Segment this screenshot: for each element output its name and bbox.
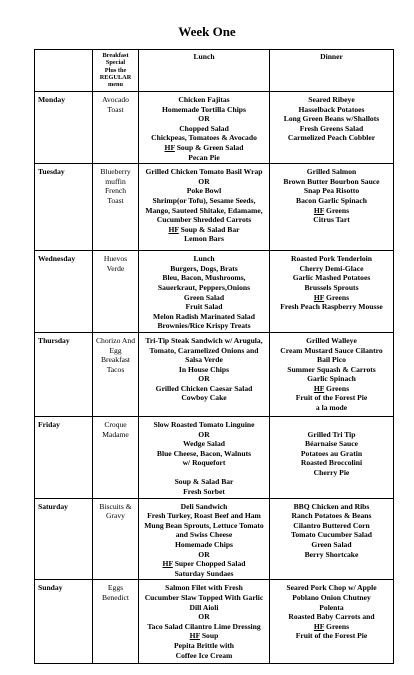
day-row-thursday (35, 332, 394, 416)
lunch-item: OR (198, 549, 210, 559)
dinner-item: Potatoes au Gratin (300, 448, 363, 458)
breakfast-item: Egg (109, 345, 122, 355)
lunch-item: OR (198, 374, 210, 384)
lunch-header: Lunch (139, 50, 270, 92)
lunch-item: HF Soup (189, 631, 219, 641)
lunch-cell (139, 498, 270, 580)
day-name: Saturday (35, 498, 93, 580)
breakfast-item: muffin (105, 176, 126, 186)
lunch-item: Homemade Chips (174, 540, 233, 550)
lunch-item (141, 468, 267, 478)
dinner-item: BBQ Chicken and Ribs (293, 501, 370, 511)
breakfast-item: Chorizo And (95, 335, 136, 345)
lunch-item: Chicken Fajitas (178, 95, 230, 104)
lunch-item: Sauerkraut, Peppers,Onions (157, 282, 251, 292)
breakfast-item: Madame (102, 429, 129, 439)
dinner-item: Fruit of the Forest Pie (295, 631, 368, 641)
lunch-cell (139, 580, 270, 664)
lunch-item: In House Chips (178, 364, 230, 374)
dinner-item: Seared Pork Chop w/ Apple (286, 583, 377, 593)
lunch-item: Fresh Turkey, Roast Beef and Ham (147, 511, 261, 521)
dinner-cell (270, 580, 394, 664)
breakfast-cell (93, 416, 139, 498)
breakfast-item: Gravy (106, 511, 125, 521)
dinner-item: HF Greens (313, 205, 350, 215)
breakfast-item: Blueberry (100, 167, 131, 177)
dinner-item: Garlic Mashed Potatoes (292, 273, 371, 283)
breakfast-cell (93, 580, 139, 664)
dinner-item (272, 420, 391, 430)
day-name: Sunday (35, 580, 93, 664)
dinner-item: HF Greens (313, 383, 350, 393)
dinner-item: Tomato Cucumber Salad (290, 530, 372, 540)
lunch-item: Soup & Salad Bar (174, 477, 234, 487)
dinner-item: Cream Mustard Sauce Cilantro (280, 345, 383, 355)
breakfast-item: Verde (106, 263, 125, 273)
dinner-item: Snap Pea Risotto (303, 186, 360, 196)
lunch-item: Chickpeas, Tomatoes & Avocado (151, 133, 257, 143)
lunch-item: Slow Roasted Tomato Linguine (153, 419, 255, 429)
lunch-item: OR (198, 114, 210, 124)
lunch-item: Homemade Tortilla Chips (162, 104, 246, 114)
dinner-item: Long Green Beans w/Shallots (283, 114, 380, 124)
dinner-item: Béarnaise Sauce (305, 439, 358, 449)
dinner-item: Polenta (319, 602, 344, 612)
dinner-item: Bacon Garlic Spinach (296, 195, 367, 205)
lunch-item: Coffee Ice Cream (175, 650, 233, 660)
lunch-item: OR (198, 176, 210, 186)
lunch-item: HF Soup & Green Salad (164, 142, 244, 152)
dinner-cell (270, 251, 394, 333)
lunch-item: Tri-Tip Steak Sandwich w/ Arugula, (145, 335, 263, 345)
lunch-cell (139, 332, 270, 416)
dinner-item: Roasted Pork Tenderloin (290, 254, 372, 264)
page-title: Week One (178, 24, 236, 39)
dinner-item: a la mode (315, 403, 348, 413)
lunch-item: w/ Roquefort (182, 458, 226, 468)
dinner-item: Brussels Sprouts (304, 282, 359, 292)
menu-body (35, 92, 394, 664)
lunch-item: Cowboy Cake (181, 393, 227, 403)
lunch-item: Poke Bowl (186, 186, 222, 196)
lunch-item: Burgers, Dogs, Brats (170, 263, 238, 273)
lunch-item: Cucumber Shredded Carrots (156, 215, 252, 225)
lunch-item: Lunch (193, 254, 215, 264)
menu-table (34, 49, 394, 664)
breakfast-cell (93, 251, 139, 333)
dinner-item: Grilled Salmon (306, 167, 357, 177)
dinner-item: Bail Pico (317, 355, 346, 365)
day-row-monday (35, 92, 394, 164)
dinner-item: Brown Butter Bourbon Sauce (283, 176, 380, 186)
breakfast-item: Biscuits & (99, 501, 132, 511)
dinner-cell (270, 416, 394, 498)
lunch-item: Cucumber Slaw Topped With Garlic (144, 593, 264, 602)
lunch-item: and Swiss Cheese (175, 530, 233, 540)
header-row (35, 50, 394, 92)
breakfast-item: Tacos (106, 364, 125, 374)
dinner-item: HF Greens (313, 621, 350, 631)
dinner-cell (270, 164, 394, 251)
lunch-item: Mango, Sauteed Shitake, Edamame, (145, 205, 263, 215)
lunch-item: Mung Bean Sprouts, Lettuce Tomato (144, 520, 264, 530)
lunch-item: OR (198, 612, 210, 622)
dinner-item: Cilantro Buttered Corn (293, 520, 370, 530)
lunch-item: Green Salad (183, 292, 225, 302)
lunch-item: Melon Radish Marinated Salad (153, 311, 255, 321)
day-name: Wednesday (35, 251, 93, 333)
breakfast-item: Huevos (103, 254, 128, 264)
dinner-item: Fresh Peach Raspberry Mousse (280, 302, 383, 312)
dinner-item: Grilled Walleye (306, 335, 357, 345)
day-row-saturday (35, 498, 394, 580)
breakfast-cell (93, 164, 139, 251)
lunch-item: Fruit Salad (185, 302, 223, 312)
day-name: Tuesday (35, 164, 93, 251)
lunch-cell (139, 251, 270, 333)
lunch-item: Grilled Chicken Caesar Salad (155, 383, 253, 393)
breakfast-cell (93, 332, 139, 416)
dinner-item: Carmelized Peach Cobbler (287, 133, 376, 143)
lunch-item: Taco Salad Cilantro Lime Dressing (147, 621, 261, 631)
dinner-item: Roasted Broccolini (300, 458, 363, 468)
dinner-item: Summer Squash & Carrots (287, 364, 376, 374)
breakfast-item: Croque (104, 419, 127, 429)
breakfast-item: French (104, 186, 127, 196)
lunch-item: Shrimp(or Tofu), Sesame Seeds, (152, 195, 256, 205)
day-name: Friday (35, 416, 93, 498)
dinner-item: Berry Shortcake (304, 549, 359, 559)
breakfast-item: Toast (107, 195, 124, 205)
dinner-item: Citrus Tart (313, 215, 350, 225)
day-row-wednesday (35, 251, 394, 333)
lunch-item: Grilled Chicken Tomato Basil Wrap (145, 167, 263, 177)
dinner-item: Green Salad (311, 540, 352, 550)
dinner-item: Hasselback Potatoes (298, 104, 365, 114)
lunch-item: Saturday Sundaes (174, 568, 234, 578)
dinner-item: Seared Ribeye (308, 95, 355, 104)
lunch-item: Pepita Brittle with (174, 640, 234, 650)
day-row-friday (35, 416, 394, 498)
dinner-item: Ranch Potatoes & Beans (291, 511, 372, 521)
dinner-item: Roasted Baby Carrots and (288, 612, 375, 622)
day-row-sunday (35, 580, 394, 664)
dinner-cell (270, 92, 394, 164)
lunch-item: Bleu, Bacon, Mushrooms, (162, 273, 246, 283)
dinner-cell (270, 498, 394, 580)
lunch-item: Pecan Pie (188, 152, 220, 162)
lunch-cell (139, 416, 270, 498)
lunch-cell (139, 92, 270, 164)
dinner-item: Fruit of the Forest Pie (295, 393, 368, 403)
lunch-item: HF Super Chopped Salad (162, 559, 246, 569)
breakfast-cell (93, 92, 139, 164)
dinner-item: Cherry Pie (313, 467, 350, 477)
dinner-item: Cherry Demi-Glace (299, 263, 364, 273)
day-row-tuesday (35, 164, 394, 251)
dinner-cell (270, 332, 394, 416)
breakfast-header: Breakfast Special Plus the REGULAR menu (93, 50, 139, 92)
breakfast-item: Benedict (102, 593, 129, 602)
breakfast-item: Eggs (107, 583, 124, 593)
dinner-item: Fresh Greens Salad (299, 123, 364, 133)
breakfast-item: Breakfast (100, 355, 131, 365)
lunch-item: Deli Sandwich (180, 501, 228, 511)
dinner-header: Dinner (270, 50, 394, 92)
lunch-item: Wedge Salad (183, 439, 225, 449)
dinner-item: Grilled Tri Tip (307, 429, 356, 439)
lunch-item: Dill Aioli (189, 602, 219, 612)
day-name: Monday (35, 92, 93, 164)
lunch-item: Blue Cheese, Bacon, Walnuts (156, 448, 252, 458)
day-header (35, 50, 93, 92)
lunch-item: OR (198, 429, 210, 439)
day-name: Thursday (35, 332, 93, 416)
breakfast-item: Toast (107, 104, 124, 114)
dinner-item: HF Greens (313, 292, 350, 302)
lunch-cell (139, 164, 270, 251)
dinner-item: Poblano Onion Chutney (292, 593, 371, 602)
breakfast-item: Avocado (102, 95, 129, 104)
lunch-item: Salmon Filet with Fresh (165, 583, 243, 593)
lunch-item: Tomato, Caramelized Onions and (149, 345, 259, 355)
lunch-item: Fresh Sorbet (183, 487, 225, 497)
lunch-item: Brownies/Rice Krispy Treats (157, 321, 251, 331)
dinner-item: Garlic Spinach (307, 374, 356, 384)
breakfast-cell (93, 498, 139, 580)
lunch-item: Lemon Bars (184, 234, 224, 244)
lunch-item: Chopped Salad (179, 123, 229, 133)
lunch-item: HF Soup & Salad Bar (168, 224, 240, 234)
lunch-item: Salsa Verde (185, 355, 223, 365)
